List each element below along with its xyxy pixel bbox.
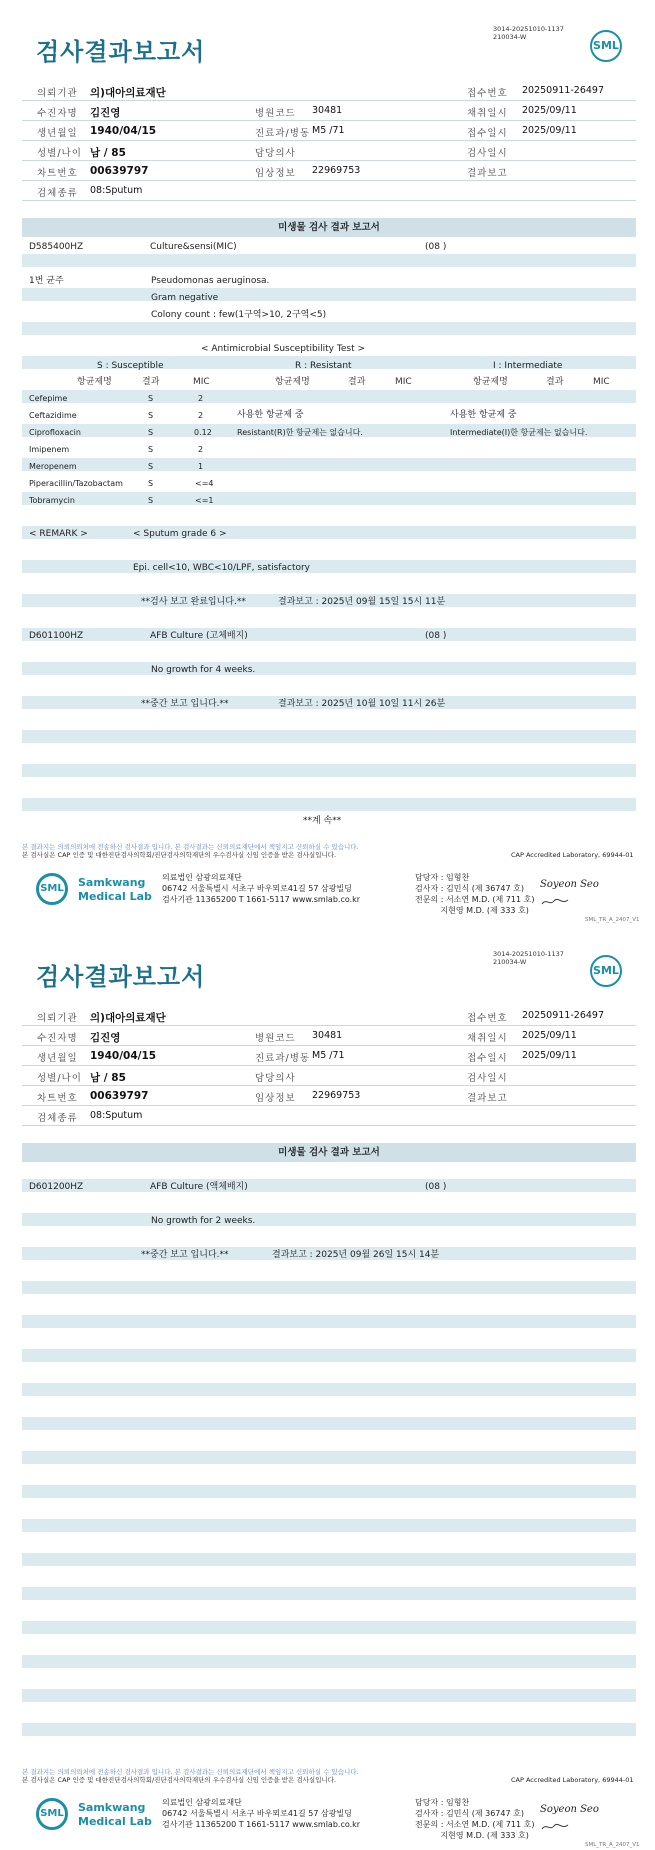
section-title: 미생물 검사 결과 보고서 <box>22 218 636 237</box>
info-row: 성별/나이 남 / 85 담당의사 검사일시 <box>22 1066 636 1086</box>
test-code: D601100HZ <box>29 631 84 641</box>
department: M5 /71 <box>312 1050 345 1061</box>
report-time: 결과보고 : 2025년 09월 15일 15시 11분 <box>278 597 446 607</box>
signature-image: Soyeon Seo <box>540 1804 599 1815</box>
lab-brand: Samkwang Medical Lab <box>78 1801 152 1828</box>
section-title: 미생물 검사 결과 보고서 <box>22 1143 636 1162</box>
drug-name: Ciprofloxacin <box>29 428 81 437</box>
info-row: 검체종류 08:Sputum <box>22 1106 636 1126</box>
report-title: 검사결과보고서 <box>36 38 206 66</box>
report-title: 검사결과보고서 <box>36 963 206 991</box>
legend-susceptible: S : Susceptible <box>97 361 164 371</box>
form-number: SML_TR_A_2407_V1 <box>585 1842 640 1848</box>
document-id: 3014-20251010-1137 210034-W <box>493 950 564 966</box>
specimen-type: 08:Sputum <box>90 185 143 196</box>
lab-address: 의료법인 삼광의료재단 06742 서울특별시 서초구 바우뫼로41길 57 삼광빌딩 검사기관 11365200 T 1661-5117 www.smlab.co.kr <box>162 1798 361 1829</box>
form-number: SML_TR_A_2407_V1 <box>585 917 640 923</box>
drug-result: S <box>148 445 154 454</box>
column-header: 결과 <box>546 377 564 387</box>
receipt-number: 20250911-26497 <box>522 1010 605 1021</box>
info-row: 의뢰기관 의)대아의료재단 접수번호 20250911-26497 <box>22 1006 636 1026</box>
chart-number: 00639797 <box>90 165 149 177</box>
drug-mic: 0.12 <box>194 428 212 437</box>
department: M5 /71 <box>312 125 345 136</box>
drug-name: Piperacillin/Tazobactam <box>29 479 123 488</box>
remark-label: < REMARK > <box>29 529 88 539</box>
info-row: 차트번호 00639797 임상정보 22969753 결과보고 <box>22 1086 636 1106</box>
test-name: AFB Culture (고체배지) <box>150 631 248 641</box>
info-row: 성별/나이 남 / 85 담당의사 검사일시 <box>22 141 636 161</box>
drug-result: S <box>148 462 154 471</box>
growth-result: No growth for 4 weeks. <box>151 665 256 675</box>
test-number: (08 ) <box>425 631 447 641</box>
test-code: D601200HZ <box>29 1182 84 1192</box>
info-row: 수진자명 김진영 병원코드 30481 채취일시 2025/09/11 <box>22 1026 636 1046</box>
hospital-code: 30481 <box>312 105 343 116</box>
signature-scribble <box>540 896 570 911</box>
intermediate-note-label: 사용한 항균제 중 <box>450 410 517 420</box>
info-row: 의뢰기관 의)대아의료재단 접수번호 20250911-26497 <box>22 81 636 101</box>
patient-name: 김진영 <box>90 1032 121 1044</box>
drug-name: Ceftazidime <box>29 411 77 420</box>
interim-note: **중간 보고 입니다.** <box>141 699 229 709</box>
drug-mic: 2 <box>198 445 204 454</box>
sml-logo-icon: SML <box>36 873 68 905</box>
report-time: 결과보고 : 2025년 09월 26일 15시 14분 <box>272 1250 440 1260</box>
column-header: MIC <box>593 377 610 387</box>
info-row: 검체종류 08:Sputum <box>22 181 636 201</box>
sml-logo-icon: SML <box>36 1798 68 1830</box>
collect-date: 2025/09/11 <box>522 105 577 116</box>
test-number: (08 ) <box>425 1182 447 1192</box>
institution-value: 의)대아의료재단 <box>90 87 166 99</box>
specimen-type: 08:Sputum <box>90 1110 143 1121</box>
drug-mic: <=1 <box>195 496 214 505</box>
complete-note: **검사 보고 완료입니다.** <box>141 597 246 607</box>
drug-mic: 2 <box>198 394 204 403</box>
column-header: MIC <box>395 377 412 387</box>
resistant-note-label: 사용한 항균제 중 <box>237 410 304 420</box>
legend-intermediate: I : Intermediate <box>493 361 563 371</box>
info-row: 생년월일 1940/04/15 진료과/병동 M5 /71 접수일시 2025/09/11 <box>22 121 636 141</box>
collect-date: 2025/09/11 <box>522 1030 577 1041</box>
lab-brand: Samkwang Medical Lab <box>78 876 152 903</box>
ast-title: < Antimicrobial Susceptibility Test > <box>201 344 365 354</box>
sex-age: 남 / 85 <box>90 147 126 159</box>
date-of-birth: 1940/04/15 <box>90 125 157 137</box>
date-of-birth: 1940/04/15 <box>90 1050 157 1062</box>
clinical-info: 22969753 <box>312 165 361 176</box>
intermediate-note: Intermediate(I)한 항균제는 없습니다. <box>450 428 588 437</box>
drug-mic: 1 <box>198 462 204 471</box>
isolate-label: 1번 균주 <box>29 276 64 286</box>
signature-scribble <box>540 1821 570 1836</box>
footer-disclaimer: 본 결과지는 의뢰의뢰처에 전송하신 검사결과 입니다. 본 검사결과는 신뢰의료재단에서 책임지고 신뢰하실 수 있습니다. 본 검사실은 CAP 인증 및 대한진단검사의학회/진단검사의학재단의 우수검사실 신임 인증을 받은 검사실입니다. <box>22 843 359 859</box>
column-header: MIC <box>193 377 210 387</box>
test-name: AFB Culture (액체배지) <box>150 1182 248 1192</box>
column-header: 항균제명 <box>473 377 508 387</box>
column-header: 결과 <box>348 377 366 387</box>
drug-name: Imipenem <box>29 445 70 454</box>
drug-name: Tobramycin <box>29 496 75 505</box>
report-page-2 <box>0 925 655 1850</box>
drug-name: Meropenem <box>29 462 77 471</box>
drug-result: S <box>148 428 154 437</box>
hospital-code: 30481 <box>312 1030 343 1041</box>
drug-name: Cefepime <box>29 394 68 403</box>
test-number: (08 ) <box>425 242 447 252</box>
document-id: 3014-20251010-1137 210034-W <box>493 25 564 41</box>
info-row: 수진자명 김진영 병원코드 30481 채취일시 2025/09/11 <box>22 101 636 121</box>
cap-accreditation: CAP Accredited Laboratory, 69944-01 <box>511 851 634 859</box>
patient-info-table <box>22 1006 636 1126</box>
epi-cell-note: Epi. cell<10, WBC<10/LPF, satisfactory <box>133 563 311 573</box>
resistant-note: Resistant(R)한 항균제는 없습니다. <box>237 428 363 437</box>
drug-result: S <box>148 479 154 488</box>
accept-date: 2025/09/11 <box>522 125 577 136</box>
drug-mic: 2 <box>198 411 204 420</box>
legend-resistant: R : Resistant <box>295 361 352 371</box>
patient-name: 김진영 <box>90 107 121 119</box>
test-code: D585400HZ <box>29 242 84 252</box>
report-time: 결과보고 : 2025년 10월 10일 11시 26분 <box>278 699 446 709</box>
column-header: 항균제명 <box>77 377 112 387</box>
lab-address: 의료법인 삼광의료재단 06742 서울특별시 서초구 바우뫼로41길 57 삼광빌딩 검사기관 11365200 T 1661-5117 www.smlab.co.kr <box>162 873 361 904</box>
continued-note: **계 속** <box>303 816 342 826</box>
gram-stain: Gram negative <box>151 293 219 303</box>
chart-number: 00639797 <box>90 1090 149 1102</box>
receipt-number: 20250911-26497 <box>522 85 605 96</box>
sml-logo-icon: SML <box>590 955 622 987</box>
patient-info-table <box>22 81 636 201</box>
signatories: 담당자 : 임형찬 검사자 : 김민식 (제 36747 호) 전문의 : 서소연 M.D. (제 711 호) 지현영 M.D. (제 333 호) <box>415 1798 535 1840</box>
drug-mic: <=4 <box>195 479 214 488</box>
info-row: 차트번호 00639797 임상정보 22969753 결과보고 <box>22 161 636 181</box>
accept-date: 2025/09/11 <box>522 1050 577 1061</box>
drug-result: S <box>148 496 154 505</box>
institution-value: 의)대아의료재단 <box>90 1012 166 1024</box>
sml-logo-icon: SML <box>590 30 622 62</box>
signatories: 담당자 : 임형찬 검사자 : 김민식 (제 36747 호) 전문의 : 서소연 M.D. (제 711 호) 지현영 M.D. (제 333 호) <box>415 873 535 915</box>
growth-result: No growth for 2 weeks. <box>151 1216 256 1226</box>
test-name: Culture&sensi(MIC) <box>150 242 237 252</box>
signature-image: Soyeon Seo <box>540 879 599 890</box>
colony-count: Colony count : few(1구역>10, 2구역<5) <box>151 310 327 320</box>
sex-age: 남 / 85 <box>90 1072 126 1084</box>
drug-result: S <box>148 394 154 403</box>
clinical-info: 22969753 <box>312 1090 361 1101</box>
footer-disclaimer: 본 결과지는 의뢰의뢰처에 전송하신 검사결과 입니다. 본 검사결과는 신뢰의료재단에서 책임지고 신뢰하실 수 있습니다. 본 검사실은 CAP 인증 및 대한진단검사의학회/진단검사의학재단의 우수검사실 신임 인증을 받은 검사실입니다. <box>22 1768 359 1784</box>
interim-note: **중간 보고 입니다.** <box>141 1250 229 1260</box>
drug-result: S <box>148 411 154 420</box>
cap-accreditation: CAP Accredited Laboratory, 69944-01 <box>511 1776 634 1784</box>
column-header: 결과 <box>142 377 160 387</box>
column-header: 항균제명 <box>275 377 310 387</box>
info-row: 생년월일 1940/04/15 진료과/병동 M5 /71 접수일시 2025/09/11 <box>22 1046 636 1066</box>
remark-grade: < Sputum grade 6 > <box>133 529 227 539</box>
organism-name: Pseudomonas aeruginosa. <box>151 276 270 286</box>
